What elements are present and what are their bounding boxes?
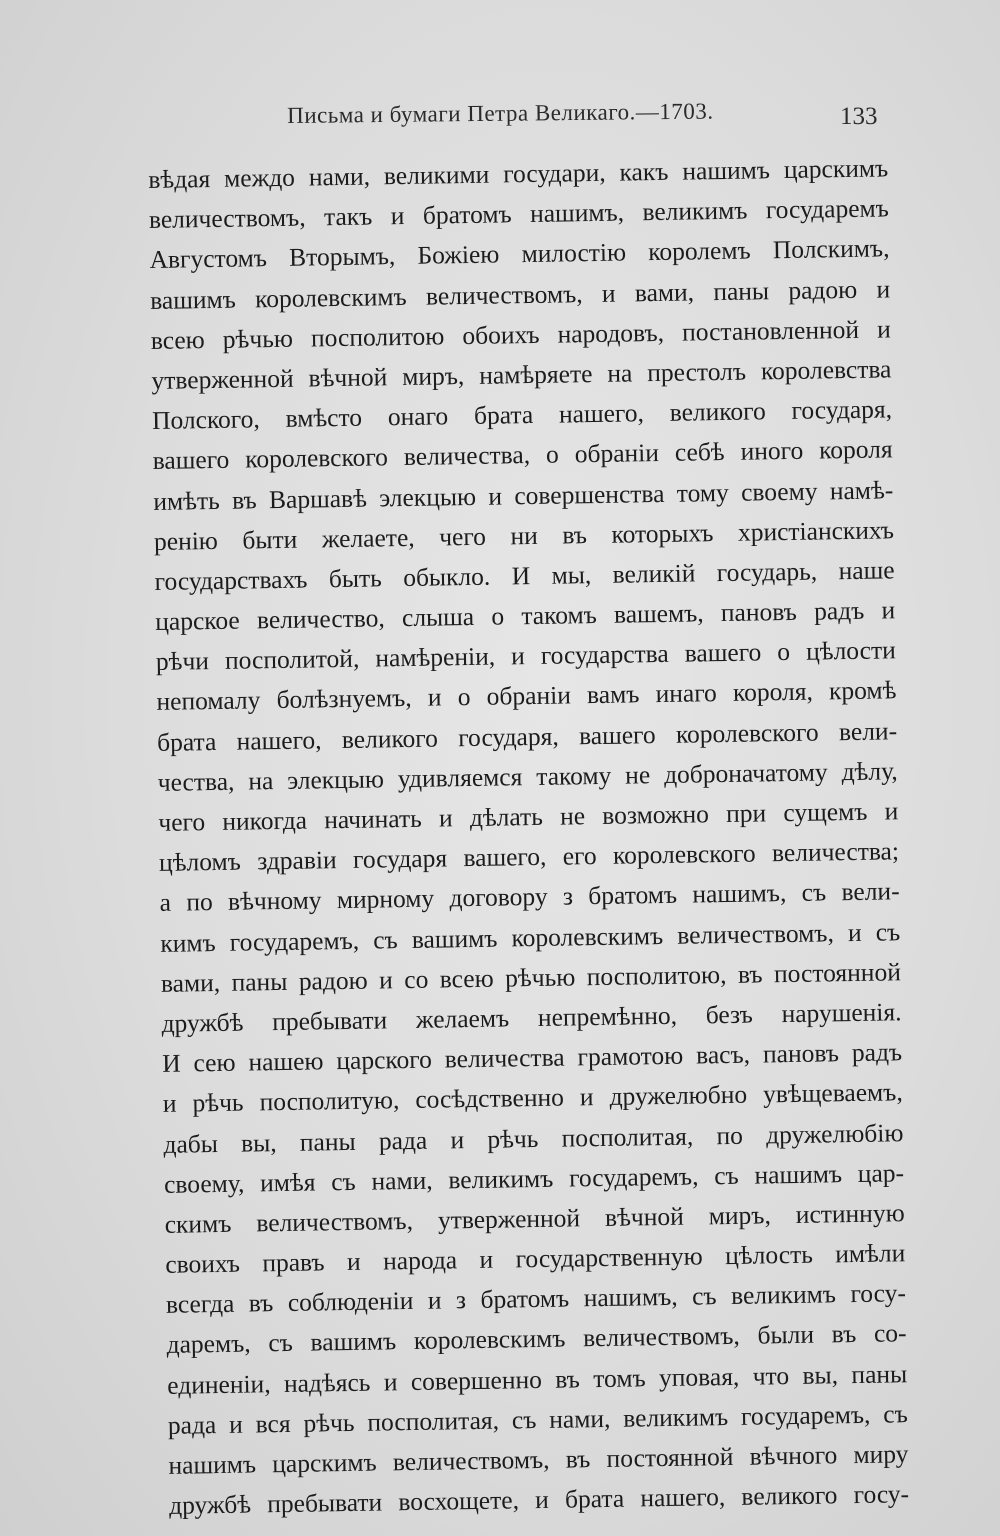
- text-line: дружбѣ пребывати желаемъ непремѣнно, безъ нарушенiя.: [161, 997, 902, 1038]
- text-line: Полского, вмѣсто онаго брата нашего, великого государя,: [151, 394, 893, 436]
- text-line: ренiю быти желаете, чего ни въ которыхъ христiанскихъ: [153, 515, 895, 556]
- text-line: дружбѣ пребывати восхощете, и брата нашего, великого госу-: [168, 1479, 910, 1521]
- text-line: дабы вы, паны рада и рѣчь посполитая, по дружелюбiю: [163, 1117, 904, 1159]
- text-line: брата нашего, великого государя, вашего королевского вели-: [156, 715, 898, 757]
- text-line: царское величество, слыша о такомъ вашемъ, пановъ радъ и: [155, 595, 896, 637]
- text-line: непомалу болѣзнуемъ, и о обранiи вамъ инаго короля, кромѣ: [156, 675, 897, 717]
- text-line: скимъ величествомъ, утверженной вѣчной миръ, истинную: [164, 1198, 905, 1239]
- text-line: чего никогда начинать и дѣлать не возможно при сущемъ и: [158, 796, 899, 837]
- text-line: единенiи, надѣясь и совершенно въ томъ уповая, что вы, паны: [167, 1358, 908, 1400]
- body-text: [148, 148, 909, 1526]
- text-line: вашего королевского величества, о обранiи себѣ иного короля: [152, 434, 893, 476]
- text-line: даремъ, съ вашимъ королевскимъ величествомъ, были въ со-: [166, 1318, 907, 1360]
- text-line: чества, на элекцыю удивляемся такому не доброначатому дѣлу,: [157, 756, 898, 797]
- text-line: а по вѣчному мирному договору з братомъ нашимъ, съ вели-: [159, 876, 900, 918]
- text-line: И сею нашею царского величества грамотою васъ, пановъ радъ: [161, 1037, 903, 1079]
- text-line: вашимъ королевскимъ величествомъ, и вами, паны радою и: [149, 273, 891, 315]
- text-line: и рѣчь посполитую, сосѣдственно и дружелюбно увѣщеваемъ,: [162, 1077, 903, 1119]
- text-line: имѣть въ Варшавѣ элекцыю и совершенства тому своему намѣ-: [153, 474, 894, 516]
- text-line: вами, паны радою и со всею рѣчью посполитою, въ постоянной: [160, 957, 902, 998]
- text-line: рѣчи посполитой, намѣренiи, и государства вашего о цѣлости: [155, 635, 897, 677]
- text-line: вѣдая междо нами, великими государи, какъ нашимъ царскимъ: [148, 153, 889, 194]
- text-line: цѣломъ здравiи государя вашего, его королевского величества;: [158, 836, 900, 878]
- text-line: всею рѣчью посполитою обоихъ народовъ, постановленной и: [150, 314, 891, 355]
- text-line: своихъ правъ и народа и государственную цѣлость имѣли: [165, 1238, 906, 1279]
- page-number: 133: [840, 103, 878, 130]
- text-line: рада и вся рѣчь посполитая, съ нами, великимъ государемъ, съ: [167, 1399, 909, 1440]
- running-title: Письма и бумаги Петра Великаго.—1703.: [287, 98, 714, 128]
- text-line: утверженной вѣчной миръ, намѣряете на престолъ королевства: [151, 354, 892, 395]
- text-line: величествомъ, такъ и братомъ нашимъ, великимъ государемъ: [148, 193, 890, 235]
- text-line: кимъ государемъ, съ вашимъ королевскимъ величествомъ, и съ: [160, 916, 901, 958]
- text-line: нашимъ царскимъ величествомъ, въ постоянной вѣчного миру: [168, 1439, 909, 1480]
- text-line: своему, имѣя съ нами, великимъ государемъ, съ нашимъ цар-: [163, 1157, 905, 1199]
- text-line: Августомъ Вторымъ, Божiею милостiю королемъ Полскимъ,: [149, 233, 890, 275]
- text-line: государствахъ быть обыкло. И мы, великiй государь, наше: [154, 555, 895, 596]
- text-line: всегда въ соблюденiи и з братомъ нашимъ, съ великимъ госу-: [165, 1278, 907, 1320]
